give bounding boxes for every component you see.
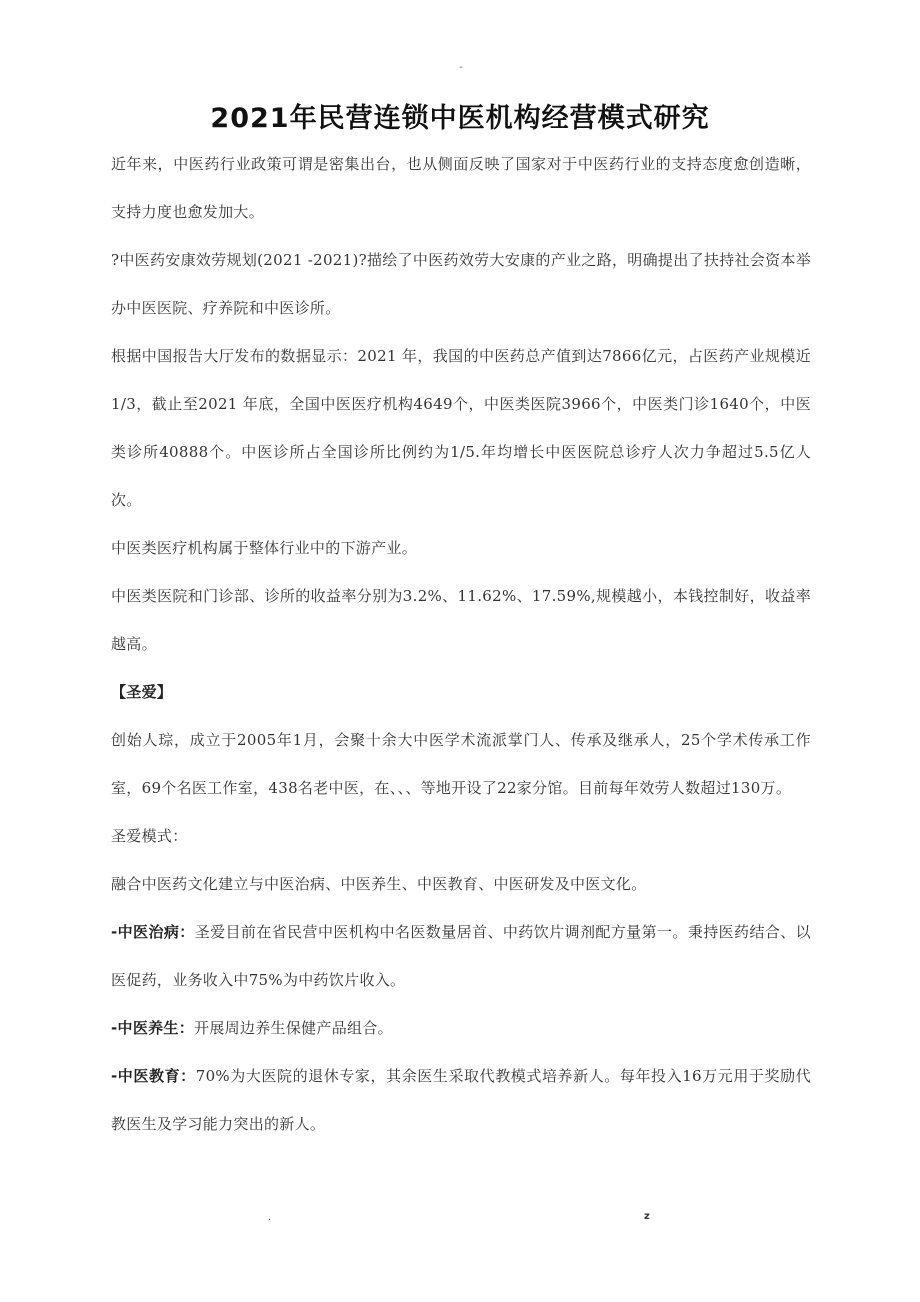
paragraph-model-summary: 融合中医药文化建立与中医治病、中医养生、中医教育、中医研发及中医文化。 xyxy=(111,875,647,893)
header-mark: - xyxy=(459,62,463,73)
paragraph-downstream: 中医类医疗机构属于整体行业中的下游产业。 xyxy=(111,539,418,557)
list-item-wellness xyxy=(111,1004,811,1052)
page-title: 2021年民营连锁中医机构经营模式研究 xyxy=(210,103,710,134)
paragraph-intro: 近年来，中医药行业政策可谓是密集出台，也从侧面反映了国家对于中医药行业的支持态度愈创造晰，支持力度也愈发加大。 xyxy=(111,155,811,221)
paragraph-statistics: 根据中国报告大厅发布的数据显示：2021 年，我国的中医药总产值到达7866亿元，占医药产业规模近1/3，截止至2021 年底，全国中医医疗机构4649个，中医类医院3966个，中医类门诊1640个，中医类诊所40888个。中医诊所占全国诊所比例约为1/5.年均增长中医医院总诊疗人次力争超过5.5亿人次。 xyxy=(111,347,811,509)
list-item-education xyxy=(111,1052,811,1148)
footer-right-mark: z xyxy=(644,1211,650,1222)
list-item-text: 圣爱目前在省民营中医机构中名医数量居首、中药饮片调剂配方量第一。秉持医药结合、以医促药，业务收入中75%为中药饮片收入。 xyxy=(111,923,811,989)
document-body xyxy=(111,140,811,1148)
paragraph-model-label: 圣爱模式： xyxy=(111,827,188,845)
list-item-label: -中医养生： xyxy=(111,1019,195,1037)
paragraph-founder: 创始人琮，成立于2005年1月，会聚十余大中医学术流派掌门人、传承及继承人，25个学术传承工作室，69个名医工作室，438名老中医，在、、、等地开设了22家分馆。目前每年效劳人数超过130万。 xyxy=(111,731,811,797)
paragraph-returns: 中医类医院和门诊部、诊所的收益率分别为3.2%、11.62%、17.59%,规模越小，本钱控制好，收益率越高。 xyxy=(111,587,811,653)
footer-left-mark: . xyxy=(268,1212,272,1223)
list-item-text: 开展周边养生保健产品组合。 xyxy=(194,1019,393,1037)
list-item-text: 70%为大医院的退休专家，其余医生采取代教模式培养新人。每年投入16万元用于奖励代教医生及学习能力突出的新人。 xyxy=(111,1067,811,1133)
list-item-treatment xyxy=(111,908,811,1004)
section-heading: 【圣爱】 xyxy=(111,683,173,701)
list-item-label: -中医教育： xyxy=(111,1067,196,1085)
paragraph-plan: ?中医药安康效劳规划(2021 -2021)?描绘了中医药效劳大安康的产业之路，明确提出了扶持社会资本举办中医医院、疗养院和中医诊所。 xyxy=(111,251,811,317)
list-item-label: -中医治病： xyxy=(111,923,195,941)
